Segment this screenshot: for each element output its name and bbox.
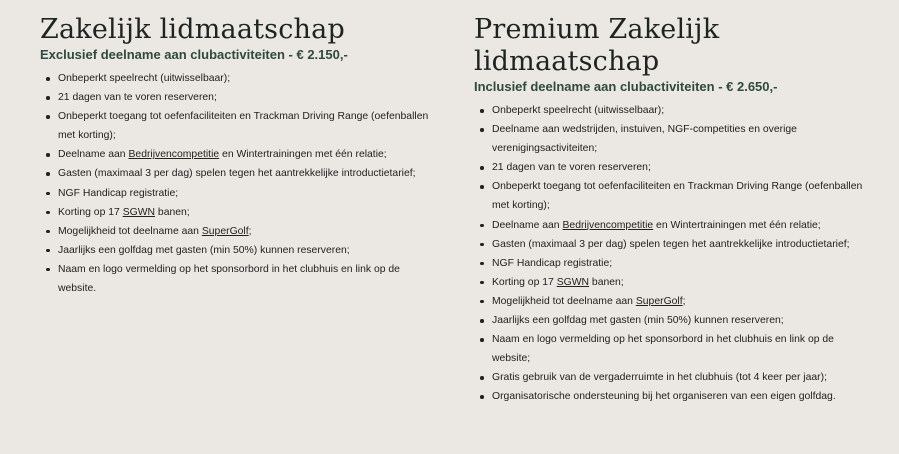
list-item [474, 292, 874, 311]
list-item-text: Naam en logo vermelding op het sponsorbord in het clubhuis en link op de website; [492, 334, 834, 365]
list-item-text: en Wintertrainingen met één relatie; [653, 219, 821, 231]
list-item [40, 260, 430, 298]
list-item [40, 203, 430, 222]
list-item-text: banen; [155, 206, 190, 218]
list-item [474, 273, 874, 292]
list-item-text: NGF Handicap registratie; [492, 257, 613, 269]
list-item [474, 368, 874, 387]
list-item [40, 107, 430, 145]
list-item-text: Onbeperkt toegang tot oefenfaciliteiten en Trackman Driving Range (oefenballen met korting); [492, 181, 863, 212]
list-item-text: Deelname aan [492, 219, 563, 231]
premium-membership-section [474, 14, 874, 407]
list-item-text: Jaarlijks een golfdag met gasten (min 50%) kunnen reserveren; [58, 244, 350, 256]
list-item [474, 158, 874, 177]
list-item-text: Onbeperkt speelrecht (uitwisselbaar); [492, 105, 665, 116]
list-item [474, 387, 874, 406]
item-link[interactable]: SGWN [122, 206, 156, 218]
list-item-text: Mogelijkheid tot deelname aan [58, 225, 202, 237]
list-item-text: Gasten (maximaal 3 per dag) spelen tegen het aantrekkelijke introductietarief; [58, 168, 416, 180]
list-item-text: 21 dagen van te voren reserveren; [58, 92, 217, 104]
list-item [40, 241, 430, 260]
list-item [474, 311, 874, 330]
list-item [474, 235, 874, 254]
list-item [474, 254, 874, 273]
list-item-text: ; [248, 225, 252, 237]
list-item-text: banen; [589, 276, 624, 288]
list-item [474, 216, 874, 235]
list-item-text: Onbeperkt toegang tot oefenfaciliteiten en Trackman Driving Range (oefenballen met korting); [58, 111, 429, 142]
premium-membership-price: Inclusief deelname aan clubactiviteiten - € 2.650,- [474, 79, 778, 94]
list-item-text: ; [682, 295, 686, 307]
list-item-text: Onbeperkt speelrecht (uitwisselbaar); [58, 73, 231, 84]
list-item [474, 177, 874, 215]
list-item-text: Deelname aan [58, 149, 129, 161]
list-item-text: NGF Handicap registratie; [58, 187, 179, 199]
item-link[interactable]: SuperGolf [201, 225, 249, 237]
list-item-text: Naam en logo vermelding op het sponsorbord in het clubhuis en link op de website. [58, 263, 400, 295]
list-item [40, 184, 430, 203]
premium-feature-list [474, 101, 874, 407]
list-item [474, 330, 874, 368]
list-item-text: en Wintertrainingen met één relatie; [219, 149, 387, 161]
list-item-text: Deelname aan wedstrijden, instuiven, NGF-competities en overige verenigingsactiviteiten; [492, 124, 797, 155]
list-item-text: Jaarlijks een golfdag met gasten (min 50%) kunnen reserveren; [492, 315, 784, 327]
business-membership-price: Exclusief deelname aan clubactiviteiten - € 2.150,- [40, 47, 348, 62]
item-link[interactable]: Bedrijvencompetitie [128, 149, 220, 161]
list-item [474, 120, 874, 158]
item-link[interactable]: SuperGolf [635, 295, 683, 307]
list-item [40, 145, 430, 164]
list-item [40, 88, 430, 107]
item-link[interactable]: Bedrijvencompetitie [562, 219, 654, 231]
list-item [40, 164, 430, 183]
list-item-text: 21 dagen van te voren reserveren; [492, 162, 651, 174]
list-item-text: Gratis gebruik van de vergaderruimte in het clubhuis (tot 4 keer per jaar); [492, 372, 827, 384]
list-item-text: Mogelijkheid tot deelname aan [492, 295, 636, 307]
business-membership-section [40, 14, 430, 298]
list-item-text: Gasten (maximaal 3 per dag) spelen tegen het aantrekkelijke introductietarief; [492, 238, 850, 250]
list-item-text: Organisatorische ondersteuning bij het organiseren van een eigen golfdag. [492, 391, 836, 403]
list-item [40, 69, 430, 88]
item-link[interactable]: SGWN [556, 276, 590, 288]
business-feature-list [40, 69, 430, 298]
list-item-text: Korting op 17 [58, 206, 123, 218]
premium-membership-title: Premium Zakelijk lidmaatschap [474, 14, 720, 77]
business-membership-title: Zakelijk lidmaatschap [40, 14, 345, 45]
list-item-text: Korting op 17 [492, 276, 557, 288]
list-item [40, 222, 430, 241]
list-item [474, 101, 874, 120]
